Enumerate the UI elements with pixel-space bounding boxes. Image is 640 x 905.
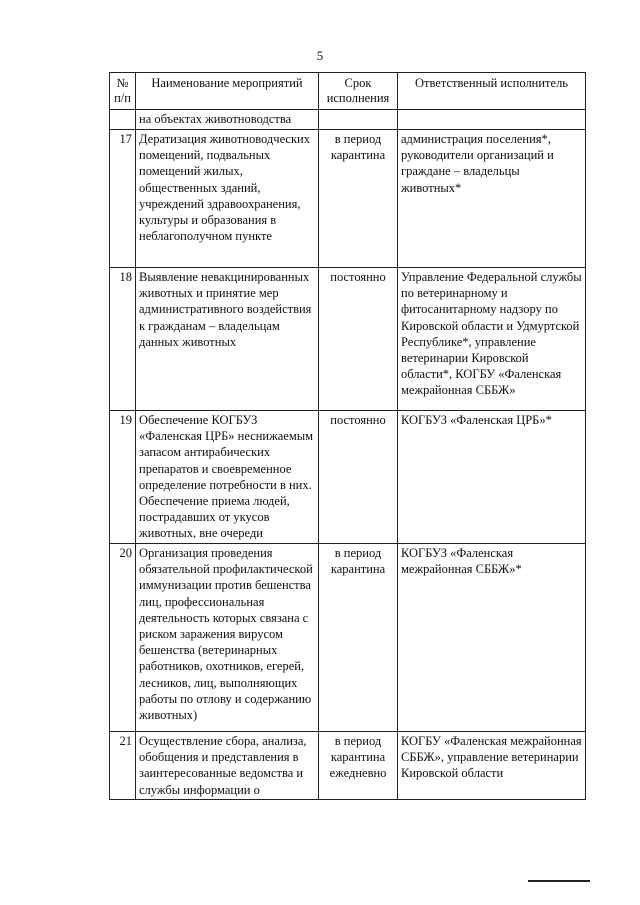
row-responsible: администрация поселения*, руководители организаций и граждане – владельцы животных* [398, 130, 586, 268]
row-term: постоянно [319, 411, 398, 544]
continuation-num [110, 110, 136, 130]
table-row [110, 544, 586, 732]
row-term: постоянно [319, 268, 398, 411]
row-term: в период карантина [319, 544, 398, 732]
header-name: Наименование мероприятий [136, 73, 319, 110]
row-term: в период карантина ежедневно [319, 732, 398, 800]
row-responsible: КОГБУ «Фаленская межрайонная СББЖ», управление ветеринарии Кировской области [398, 732, 586, 800]
continuation-responsible [398, 110, 586, 130]
table-row [110, 411, 586, 544]
activities-table [109, 72, 586, 800]
page-number: 5 [316, 48, 324, 63]
header-num: № п/п [110, 73, 136, 110]
table-header-row [110, 73, 586, 110]
row-term: в период карантина [319, 130, 398, 268]
row-num: 19 [110, 411, 136, 544]
row-activity: Выявление невакцинированных животных и принятие мер административного воздействия к гражданам – владельцам данных животных [136, 268, 319, 411]
row-num: 20 [110, 544, 136, 732]
row-activity: Организация проведения обязательной профилактической иммунизации против бешенства лиц, профессиональная деятельность которых связана с риском заражения вирусом бешенства (ветеринарных работников, охотников, егерей, лесников, лиц, выполняющих работы по отлову и содержанию животных) [136, 544, 319, 732]
row-activity: Обеспечение КОГБУЗ «Фаленская ЦРБ» неснижаемым запасом антирабических препаратов и своевременное определение потребности в них. Обеспечение приема людей, пострадавших от укусов животных, вне очереди [136, 411, 319, 544]
row-num: 18 [110, 268, 136, 411]
continuation-term [319, 110, 398, 130]
row-activity: Дератизация животноводческих помещений, подвальных помещений жилых, общественных зданий, учреждений здравоохранения, культуры и образования в неблагополучном пункте [136, 130, 319, 268]
footer-rule [528, 880, 590, 882]
row-responsible: КОГБУЗ «Фаленская межрайонная СББЖ»* [398, 544, 586, 732]
table-row [110, 268, 586, 411]
continuation-name: на объектах животноводства [136, 110, 319, 130]
table-row-continuation [110, 110, 586, 130]
header-responsible: Ответственный исполнитель [398, 73, 586, 110]
row-responsible: КОГБУЗ «Фаленская ЦРБ»* [398, 411, 586, 544]
header-term: Срок исполнения [319, 73, 398, 110]
row-responsible: Управление Федеральной службы по ветеринарному и фитосанитарному надзору по Кировской области и Удмуртской Республике*, управление ветеринарии Кировской области*, КОГБУ «Фаленская межрайонная СББЖ» [398, 268, 586, 411]
table-row [110, 732, 586, 800]
row-num: 21 [110, 732, 136, 800]
row-num: 17 [110, 130, 136, 268]
row-activity: Осуществление сбора, анализа, обобщения и представления в заинтересованные ведомства и службы информации о [136, 732, 319, 800]
table-row [110, 130, 586, 268]
